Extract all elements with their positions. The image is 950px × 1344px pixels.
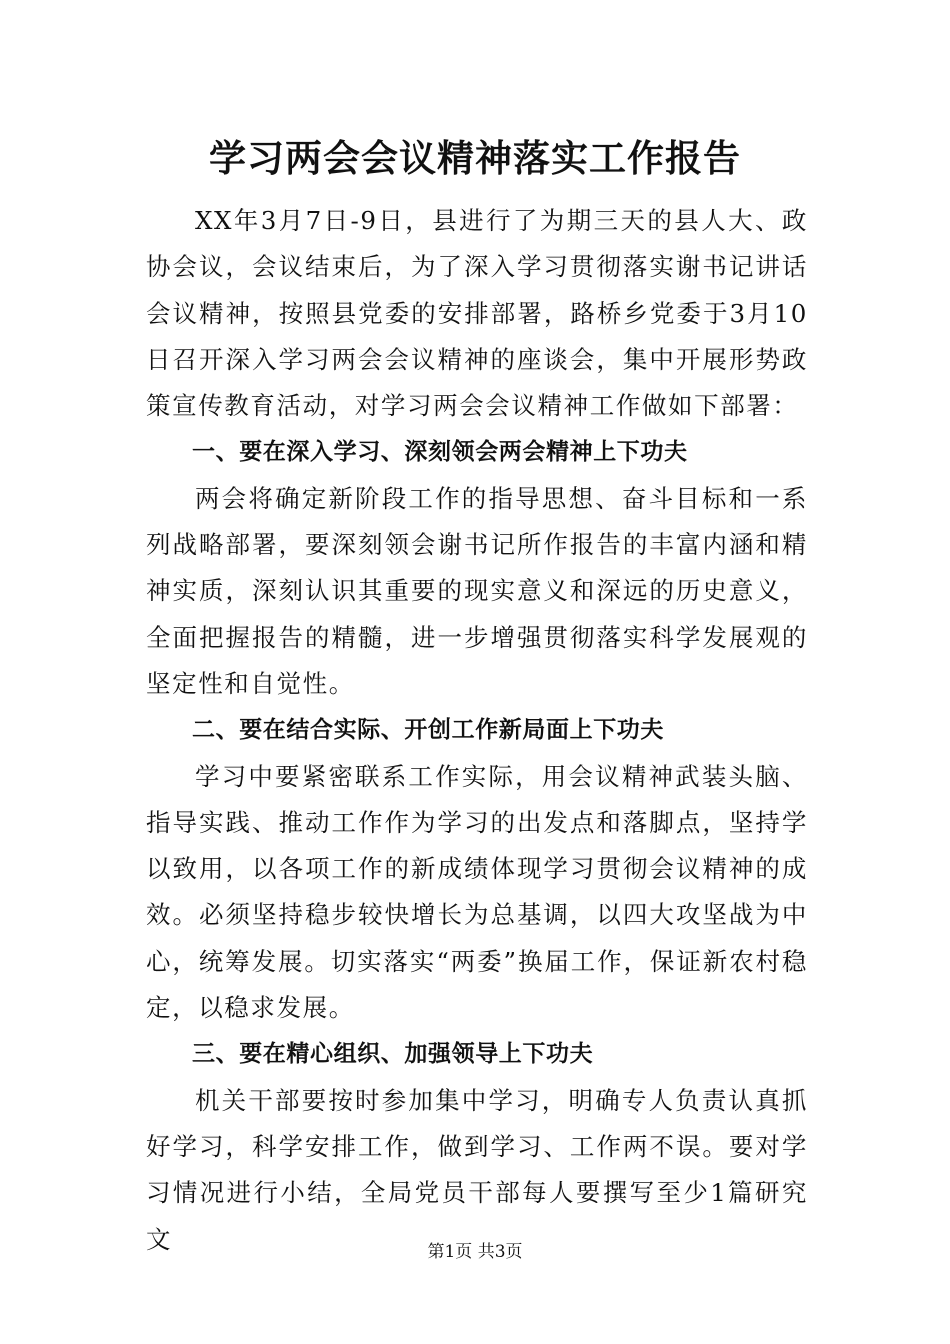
section-paragraph-1: 两会将确定新阶段工作的指导思想、奋斗目标和一系列战略部署，要深刻领会谢书记所作报告的丰富内涵和精神实质，深刻认识其重要的现实意义和深远的历史意义，全面把握报告的精髓，进一步增强贯彻落实科学发展观的坚定性和自觉性。 [146, 483, 808, 698]
section-heading-1: 一、要在深入学习、深刻领会两会精神上下功夫 [192, 439, 688, 466]
intro-paragraph: XX年3月7日-9日，县进行了为期三天的县人大、政协会议，会议结束后，为了深入学习贯彻落实谢书记讲话会议精神，按照县党委的安排部署，路桥乡党委于3月10日召开深入学习两会会议精神的座谈会，集中开展形势政策宣传教育活动，对学习两会会议精神工作做如下部署： [146, 206, 808, 421]
section-paragraph-3: 机关干部要按时参加集中学习，明确专人负责认真抓好学习，科学安排工作，做到学习、工作两不误。要对学习情况进行小结，全局党员干部每人要撰写至少1篇研究文 [146, 1085, 808, 1254]
document-title: 学习两会会议精神落实工作报告 [209, 136, 741, 180]
page-number-footer: 第1页 共3页 [427, 1242, 523, 1262]
section-heading-3: 三、要在精心组织、加强领导上下功夫 [192, 1041, 594, 1068]
section-paragraph-2: 学习中要紧密联系工作实际，用会议精神武装头脑、指导实践、推动工作作为学习的出发点和落脚点，坚持学以致用，以各项工作的新成绩体现学习贯彻会议精神的成效。必须坚持稳步较快增长为总基调，以四大攻坚战为中心，统筹发展。切实落实“两委”换届工作，保证新农村稳定，以稳求发展。 [146, 761, 808, 1023]
section-heading-2: 二、要在结合实际、开创工作新局面上下功夫 [192, 717, 664, 744]
document-body [146, 198, 808, 1263]
